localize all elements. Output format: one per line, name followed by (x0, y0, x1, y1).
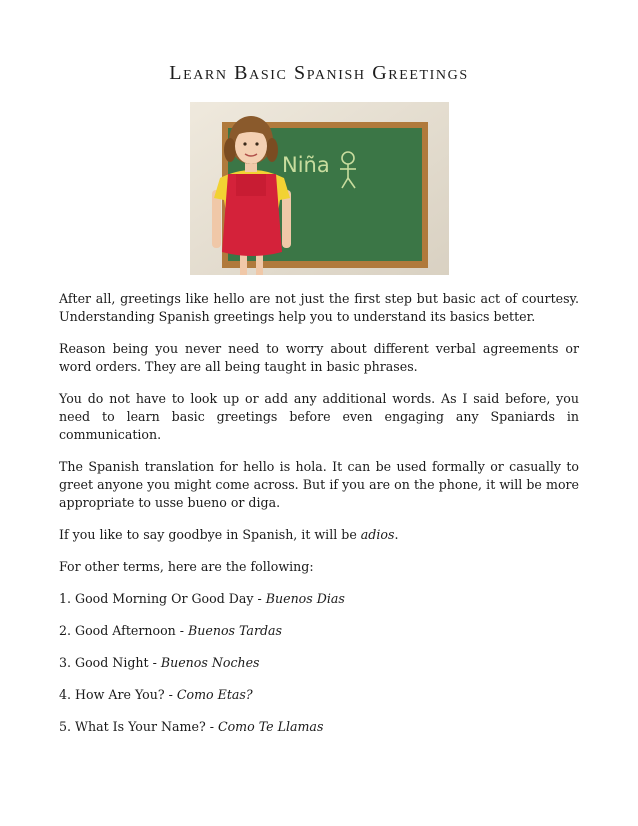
paragraph: You do not have to look up or add any additional words. As I said before, you need to learn basic greetings before even engaging any Spaniards in communication. (59, 391, 579, 442)
list-item (59, 686, 579, 704)
goodbye-suffix: . (394, 527, 399, 542)
girl-chalkboard-photo (190, 102, 449, 275)
term-spanish: Como Etas? (176, 687, 253, 702)
terms-intro: For other terms, here are the following: (59, 559, 314, 574)
paragraph: Reason being you never need to worry about different verbal agreements or word orders. They are all being taught in basic phrases. (59, 341, 579, 374)
paragraph: The Spanish translation for hello is hola. It can be used formally or casually to greet anyone you might come across. But if you are on the phone, it will be more appropriate to usse bueno or diga. (59, 459, 579, 510)
term-spanish: Como Te Llamas (217, 719, 324, 734)
goodbye-prefix: If you like to say goodbye in Spanish, it will be (59, 527, 361, 542)
list-item (59, 718, 579, 736)
term-spanish: Buenos Noches (160, 655, 260, 670)
article-body (59, 290, 579, 750)
term-english: 1. Good Morning Or Good Day - (59, 591, 266, 606)
list-item (59, 590, 579, 608)
list-item (59, 654, 579, 672)
chalkboard-word: Niña (282, 153, 330, 177)
goodbye-word: adios (360, 527, 395, 542)
term-spanish: Buenos Tardas (188, 623, 282, 638)
term-english: 2. Good Afternoon - (59, 623, 189, 638)
paragraph: After all, greetings like hello are not just the first step but basic act of courtesy. Understanding Spanish greetings help you to understand its basics better. (59, 291, 579, 324)
term-english: 5. What Is Your Name? - (59, 719, 218, 734)
term-english: 3. Good Night - (59, 655, 161, 670)
list-item (59, 622, 579, 640)
term-english: 4. How Are You? - (59, 687, 177, 702)
goodbye-paragraph (59, 526, 579, 544)
term-spanish: Buenos Dias (265, 591, 345, 606)
page-title: Learn Basic Spanish Greetings (169, 62, 469, 84)
